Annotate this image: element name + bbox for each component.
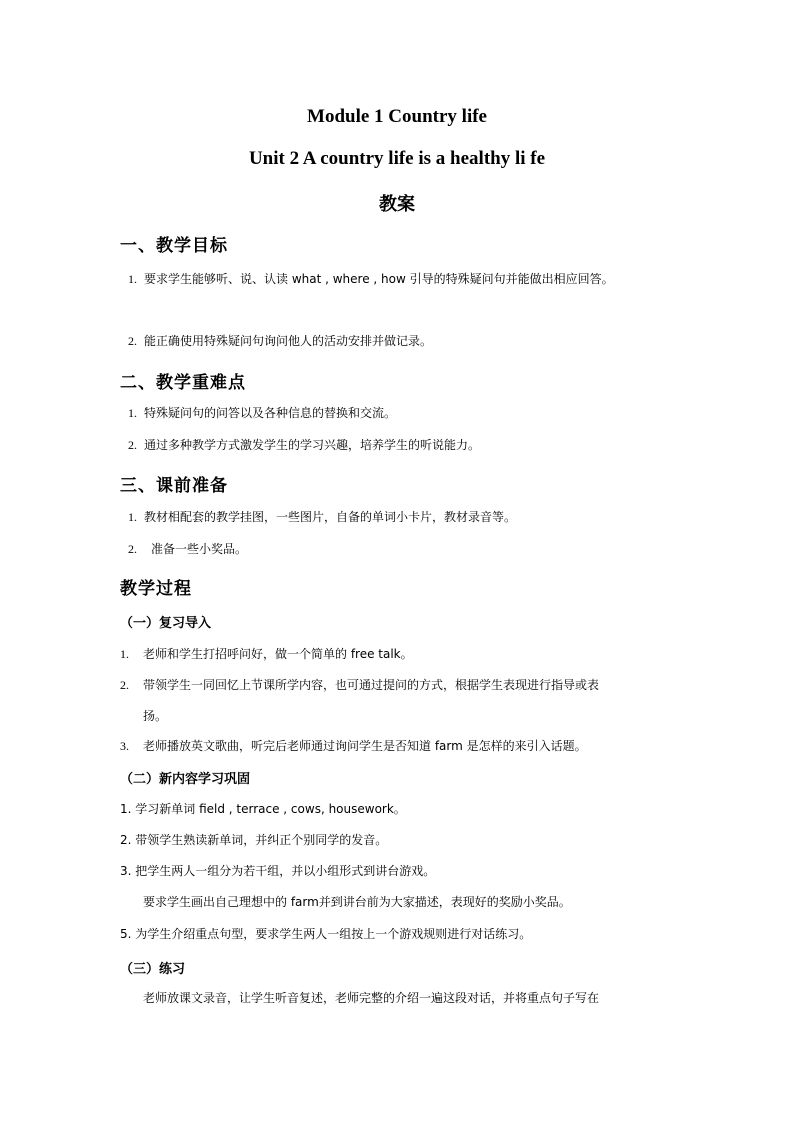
lesson-plan-title: 教案: [379, 194, 415, 215]
subsection-heading-review: （一）复习导入: [120, 616, 212, 631]
list-item: 要求学生画出自己理想中的 farm并到讲台前为大家描述，表现好的奖励小奖品。: [143, 895, 571, 909]
list-item: 老师和学生打招呼问好，做一个简单的 free talk。: [143, 647, 413, 661]
unit-title: Unit 2 A country life is a healthy li fe: [248, 148, 546, 169]
list-number: 2.: [128, 542, 137, 556]
subsection-heading-new-content: （二）新内容学习巩固: [120, 772, 251, 787]
list-number: 2.: [128, 438, 137, 452]
list-item: 带领学生一同回忆上节课所学内容，也可通过提问的方式，根据学生表现进行指导或表: [143, 678, 600, 692]
module-title: Module 1 Country life: [307, 106, 487, 127]
list-item: 3. 把学生两人一组分为若干组，并以小组形式到讲台游戏。: [120, 864, 436, 878]
list-number: 1.: [128, 406, 137, 420]
list-item: 1. 学习新单词 field , terrace , cows, housework。: [120, 802, 406, 816]
list-number: 1.: [120, 647, 129, 661]
list-number: 2.: [128, 334, 137, 348]
list-item: 要求学生能够听、说、认读 what , where , how 引导的特殊疑问句并能做出相应回答。: [144, 272, 614, 286]
section-heading-key-points: 二、教学重难点: [120, 373, 246, 393]
list-number: 3.: [120, 739, 129, 753]
list-item: 老师播放英文歌曲，听完后老师通过询问学生是否知道 farm 是怎样的来引入话题。: [143, 739, 587, 753]
subsection-heading-practice: （三）练习: [120, 962, 186, 977]
list-item: 通过多种教学方式激发学生的学习兴趣，培养学生的听说能力。: [144, 438, 481, 452]
list-number: 1.: [128, 272, 137, 286]
section-heading-process: 教学过程: [120, 579, 192, 599]
list-item: 2. 带领学生熟读新单词，并纠正个别同学的发音。: [120, 833, 388, 847]
list-number: 1.: [128, 510, 137, 524]
list-number: 2.: [120, 678, 129, 692]
paragraph: 老师放课文录音，让学生听音复述，老师完整的介绍一遍这段对话，并将重点句子写在: [143, 991, 600, 1005]
list-item-continuation: 扬。: [143, 709, 168, 723]
list-item: 特殊疑问句的问答以及各种信息的替换和交流。: [144, 406, 397, 420]
list-item: 能正确使用特殊疑问句询问他人的活动安排并做记录。: [144, 334, 433, 348]
list-item: 教材相配套的教学挂图，一些图片，自备的单词小卡片，教材录音等。: [144, 510, 517, 524]
list-item: 5. 为学生介绍重点句型，要求学生两人一组按上一个游戏规则进行对话练习。: [120, 927, 532, 941]
section-heading-preparation: 三、课前准备: [120, 476, 228, 496]
list-item: 准备一些小奖品。: [151, 542, 248, 556]
section-heading-objectives: 一、教学目标: [120, 236, 228, 256]
